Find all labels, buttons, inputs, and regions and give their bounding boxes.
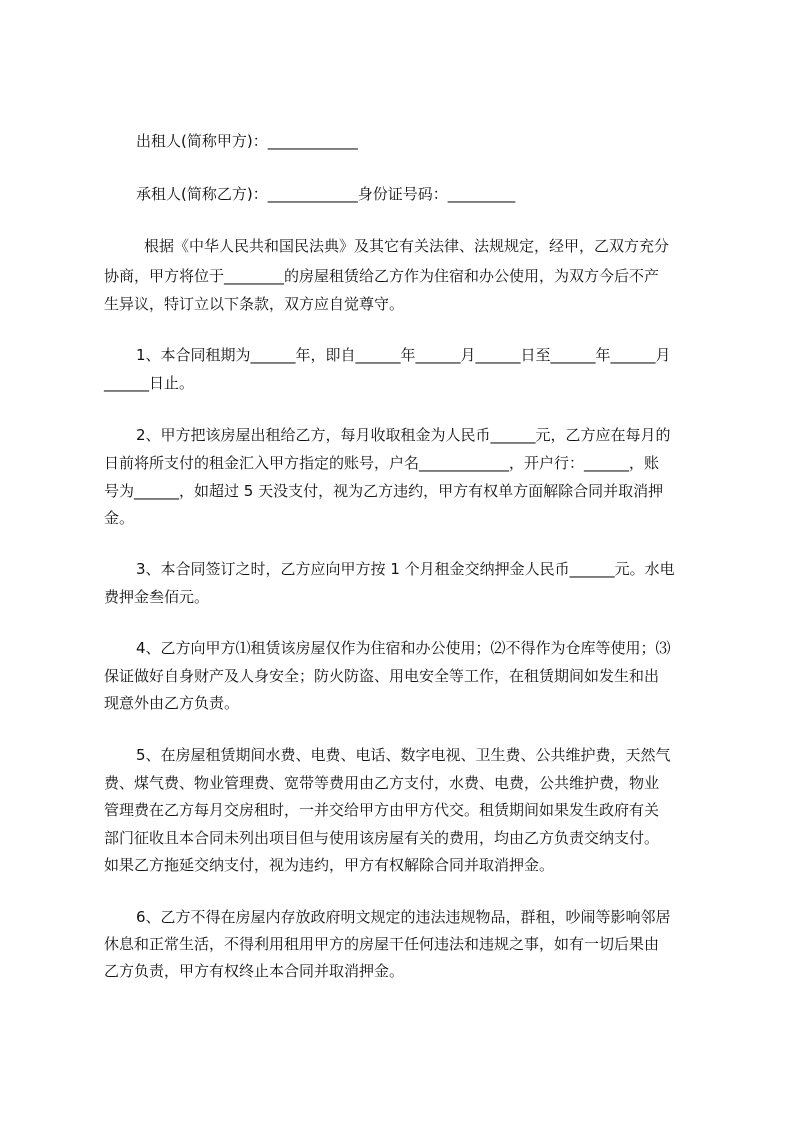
clause3-line-1: 3、本合同签订之时，乙方应向甲方按 1 个月租金交纳押金人民币______元。水电 — [136, 560, 675, 578]
clause2-line-4: 金。 — [104, 509, 135, 527]
clause5-line-2: 费、煤气费、物业管理费、宽带等费用由乙方支付，水费、电费，公共维护费，物业 — [104, 774, 660, 792]
clause5-line-4: 部门征收且本合同未列出项目但与使用该房屋有关的费用，均由乙方负责交纳支付。 — [104, 829, 660, 847]
clause6-line-1: 6、乙方不得在房屋内存放政府明文规定的违法违规物品，群租，吵闹等影响邻居 — [136, 908, 671, 926]
clause4-line-3: 现意外由乙方负责。 — [104, 694, 240, 712]
clause4-line-1: 4、乙方向甲方⑴租赁该房屋仅作为住宿和办公使用；⑵不得作为仓库等使用；⑶ — [136, 639, 671, 657]
preamble-line-1: 根据《中华人民共和国民法典》及其它有关法律、法规规定，经甲，乙双方充分 — [144, 237, 670, 255]
clause2-line-1: 2、甲方把该房屋出租给乙方，每月收取租金为人民币______元，乙方应在每月的 — [136, 426, 671, 444]
clause5-line-3: 管理费在乙方每月交房租时，一并交给甲方由甲方代交。租赁期间如果发生政府有关 — [104, 801, 660, 819]
lessor-line: 出租人(简称甲方)：____________ — [136, 132, 358, 150]
clause3-line-2: 费押金叁佰元。 — [104, 588, 210, 606]
clause6-line-3: 乙方负责，甲方有权终止本合同并取消押金。 — [104, 962, 405, 980]
clause1-line-1: 1、本合同租期为______年，即自______年______月______日至______年______月 — [136, 346, 671, 364]
clause5-line-5: 如果乙方拖延交纳支付，视为违约，甲方有权解除合同并取消押金。 — [104, 856, 555, 874]
clause4-line-2: 保证做好自身财产及人身安全；防火防盗、用电安全等工作，在租赁期间如发生和出 — [104, 667, 660, 685]
lessee-line: 承租人(简称乙方)：____________身份证号码：_________ — [136, 185, 516, 203]
clause1-line-2: ______日止。 — [104, 374, 195, 392]
clause5-line-1: 5、在房屋租赁期间水费、电费、电话、数字电视、卫生费、公共维护费，天然气 — [136, 746, 671, 764]
clause2-line-2: 日前将所支付的租金汇入甲方指定的账号，户名____________，开户行：______，账 — [104, 454, 660, 472]
clause6-line-2: 休息和正常生活，不得利用租用甲方的房屋干任何违法和违规之事，如有一切后果由 — [104, 935, 660, 953]
preamble-line-3: 生异议，特订立以下条款，双方应自觉尊守。 — [104, 295, 405, 313]
preamble-line-2: 协商，甲方将位于________的房屋租赁给乙方作为住宿和办公使用，为双方今后不产 — [104, 267, 660, 285]
clause2-line-3: 号为______，如超过 5 天没支付，视为乙方违约，甲方有权单方面解除合同并取消押 — [104, 482, 664, 500]
